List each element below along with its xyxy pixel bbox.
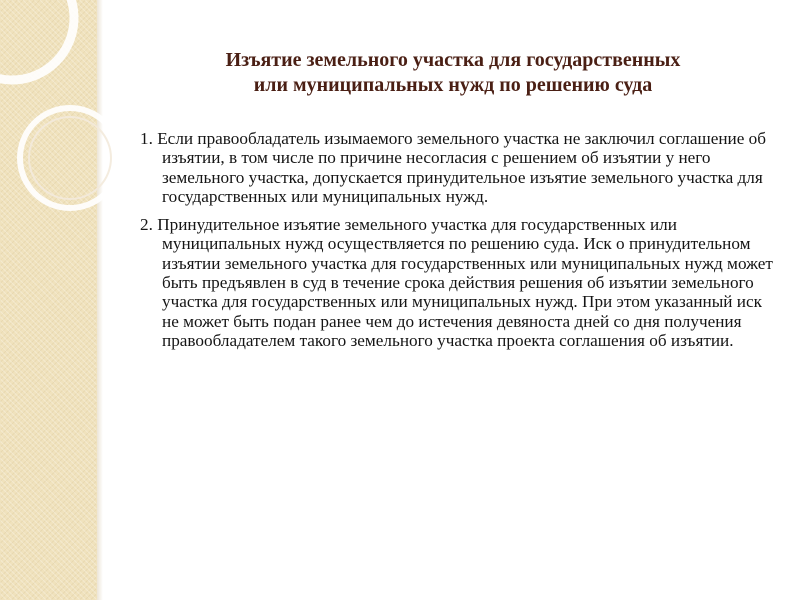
slide-title-line-1: Изъятие земельного участка для государственных: [225, 49, 681, 71]
slide-title-line-2: или муниципальных нужд по решению суда: [253, 74, 653, 96]
paragraph-2: 2. Принудительное изъятие земельного участка для государственных или муниципальных нужд осуществляется по решению суда. Иск о принудительном изъятии земельного участка для государственных или муниципальных нужд может быть предъявлен в суд в течение срока действия решения об изъятии земельного участка для государственных или муниципальных нужд. При этом указанный иск не может быть подан ранее чем до истечения девяноста дней со дня получения правообладателем такого земельного участка проекта соглашения об изъятии.: [140, 215, 773, 350]
paragraph-1: 1. Если правообладатель изымаемого земельного участка не заключил соглашение об изъятии, в том числе по причине несогласия с решением об изъятии у него земельного участка, допускается принудительное изъятие земельного участка для государственных или муниципальных нужд.: [140, 129, 766, 206]
slide-body: [140, 129, 780, 359]
slide-title: [120, 48, 786, 98]
